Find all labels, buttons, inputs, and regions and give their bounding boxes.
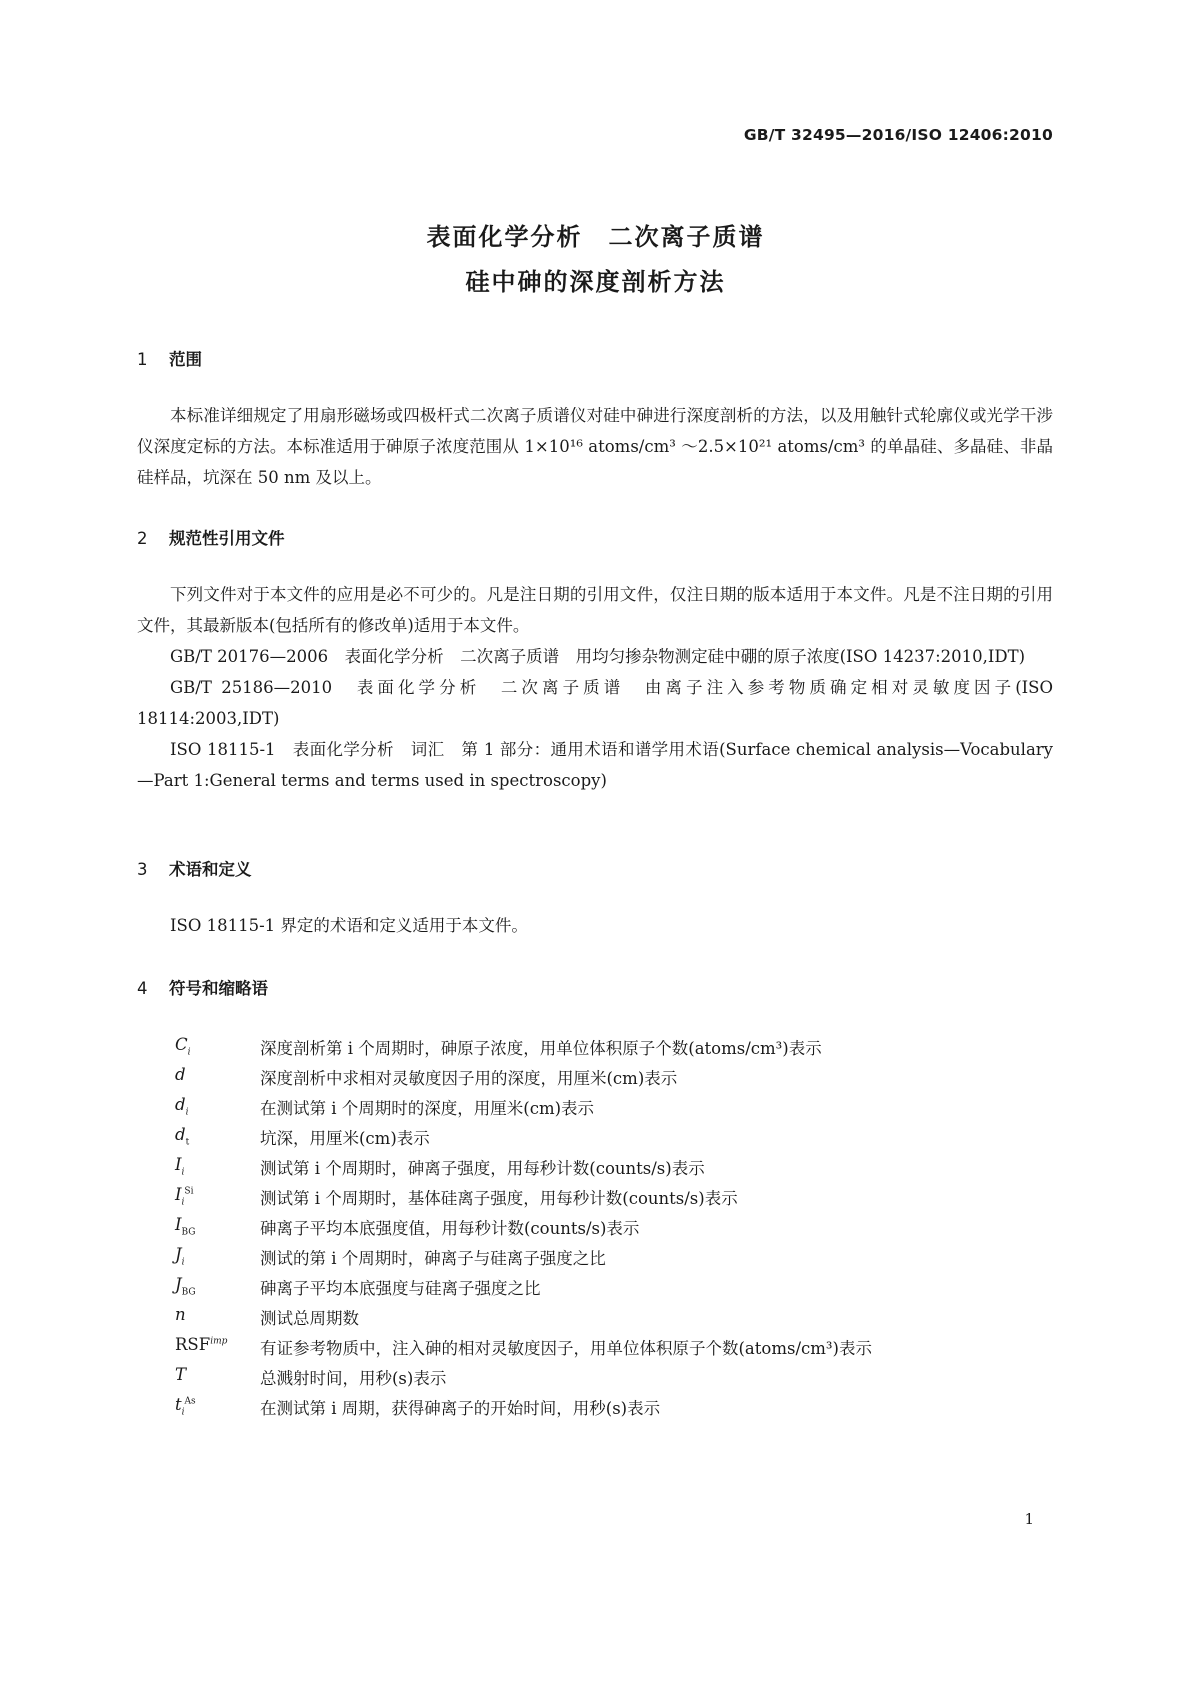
section-references-body [137,579,1053,796]
section-heading-terms [137,856,252,880]
symbol-row [175,1305,1035,1335]
symbol: $I_i$ [175,1155,185,1178]
symbol: $J_{BG}$ [175,1275,196,1298]
symbol: $RSF^{imp}$ [175,1335,228,1354]
section-number: 4 [137,979,148,998]
symbol-description: 测试的第 i 个周期时，砷离子与硅离子强度之比 [260,1249,606,1268]
symbol-description: 砷离子平均本底强度值，用每秒计数(counts/s)表示 [260,1219,640,1238]
section-heading-normative-references [137,525,285,549]
symbol: $d_i$ [175,1095,189,1118]
paragraph: 本标准详细规定了用扇形磁场或四极杆式二次离子质谱仪对硅中砷进行深度剖析的方法，以及用触针式轮廓仪或光学干涉仪深度定标的方法。本标准适用于砷原子浓度范围从 1×10¹⁶ atoms/cm³ ～2.5×10²¹ atoms/cm³ 的单晶硅、多晶硅、非晶硅样品，坑深在 50 nm 及以上。 [137,406,1053,487]
symbol-row [175,1395,1035,1425]
symbol-row [175,1275,1035,1305]
symbol: d [175,1065,186,1084]
symbol-description: 在测试第 i 个周期时的深度，用厘米(cm)表示 [260,1099,595,1118]
symbol-description: 坑深，用厘米(cm)表示 [260,1129,430,1148]
symbol-description: 深度剖析第 i 个周期时，砷原子浓度，用单位体积原子个数(atoms/cm³)表示 [260,1039,822,1058]
section-title: 规范性引用文件 [169,529,285,548]
document-title-line-1: 表面化学分析 二次离子质谱 [426,223,765,251]
section-terms-body [137,910,1053,941]
document-title-line-2: 硅中砷的深度剖析方法 [465,268,726,296]
symbol: $t_i^{As}$ [175,1395,196,1418]
symbol: $J_i$ [175,1245,185,1268]
symbol-row [175,1095,1035,1125]
section-title: 术语和定义 [169,860,252,879]
symbol: $I_{BG}$ [175,1215,196,1238]
symbol-description: 砷离子平均本底强度与硅离子强度之比 [260,1279,541,1298]
section-number: 1 [137,350,148,369]
symbol: n [175,1305,186,1324]
page-number: 1 [1024,1510,1034,1528]
reference-item: GB/T 25186—2010 表面化学分析 二次离子质谱 由离子注入参考物质确定相对灵敏度因子(ISO 18114:2003,IDT) [137,678,1053,728]
symbol: $C_i$ [175,1035,191,1058]
symbol: $d_t$ [175,1125,190,1148]
section-heading-symbols [137,975,268,999]
symbol-description: 有证参考物质中，注入砷的相对灵敏度因子，用单位体积原子个数(atoms/cm³)表示 [260,1339,872,1358]
symbol-description: 测试第 i 个周期时，砷离子强度，用每秒计数(counts/s)表示 [260,1159,705,1178]
section-scope-body [137,400,1053,493]
section-title: 符号和缩略语 [169,979,268,998]
section-title: 范围 [169,350,202,369]
symbol-row [175,1365,1035,1395]
reference-item: GB/T 20176—2006 表面化学分析 二次离子质谱 用均匀掺杂物测定硅中硼的原子浓度(ISO 14237:2010,IDT) [170,647,1026,666]
symbol-description: 总溅射时间，用秒(s)表示 [260,1369,447,1388]
symbol-row [175,1335,1035,1365]
symbol: $I_i^{Si}$ [175,1185,194,1208]
reference-item: ISO 18115-1 表面化学分析 词汇 第 1 部分：通用术语和谱学用术语(Surface chemical analysis—Vocabulary—Part 1:General terms and terms used in spectroscopy) [137,740,1053,790]
symbol-row [175,1125,1035,1155]
paragraph: ISO 18115-1 界定的术语和定义适用于本文件。 [170,916,528,935]
symbol-description: 测试总周期数 [260,1309,359,1328]
standard-code: GB/T 32495—2016/ISO 12406:2010 [743,126,1053,144]
section-heading-scope [137,346,202,370]
symbol-description: 深度剖析中求相对灵敏度因子用的深度，用厘米(cm)表示 [260,1069,678,1088]
paragraph: 下列文件对于本文件的应用是必不可少的。凡是注日期的引用文件，仅注日期的版本适用于本文件。凡是不注日期的引用文件，其最新版本(包括所有的修改单)适用于本文件。 [137,585,1053,635]
section-number: 2 [137,529,148,548]
symbol-row [175,1155,1035,1185]
symbol-row [175,1245,1035,1275]
symbol: T [175,1365,187,1384]
symbol-row [175,1215,1035,1245]
section-number: 3 [137,860,148,879]
symbol-row [175,1185,1035,1215]
symbol-description: 在测试第 i 周期，获得砷离子的开始时间，用秒(s)表示 [260,1399,661,1418]
symbol-description: 测试第 i 个周期时，基体硅离子强度，用每秒计数(counts/s)表示 [260,1189,738,1208]
symbol-row [175,1035,1035,1065]
symbol-row [175,1065,1035,1095]
